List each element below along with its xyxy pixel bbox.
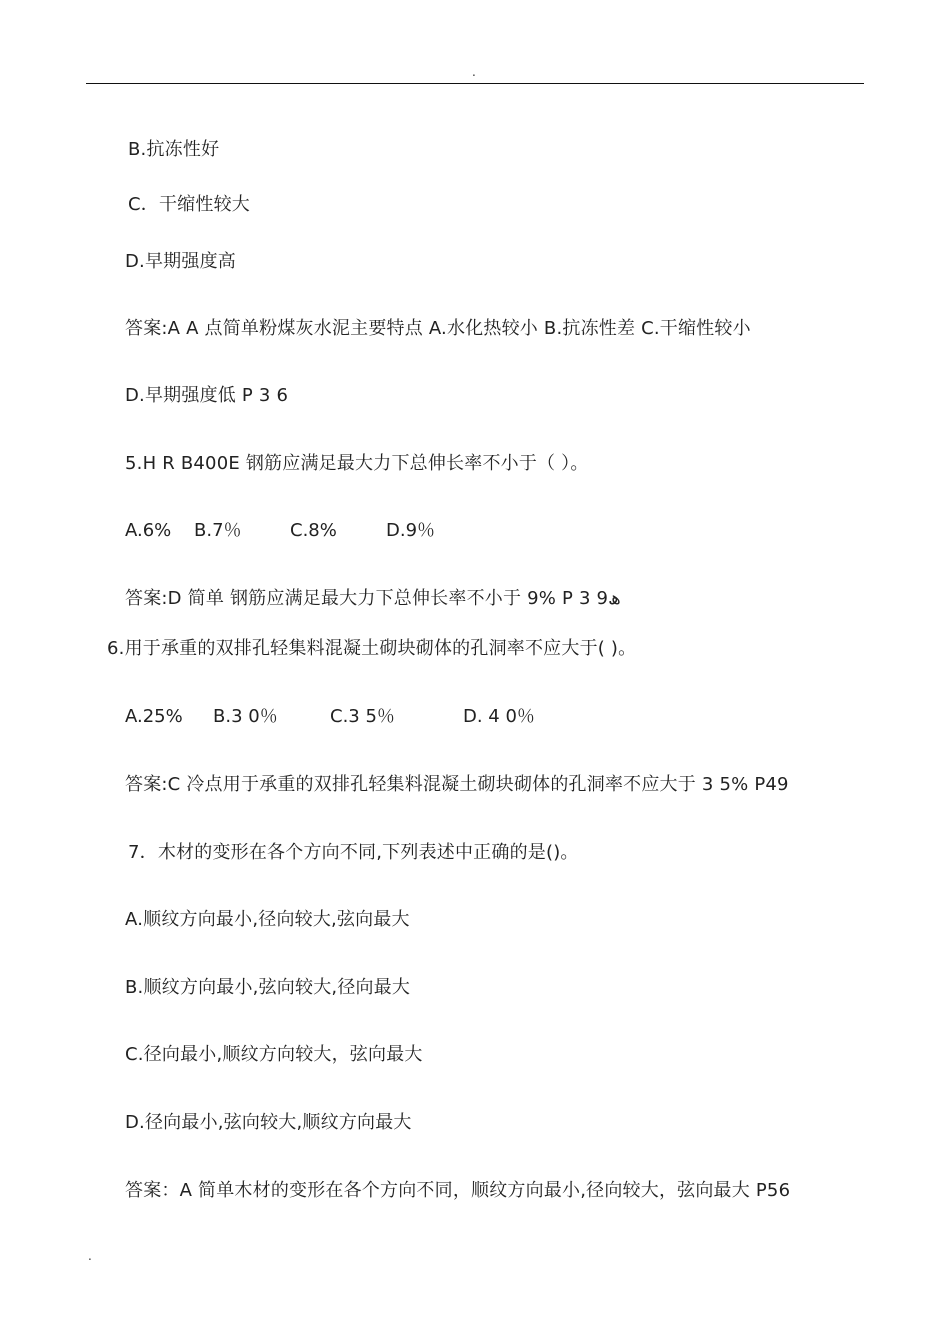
question-6: 6.用于承重的双排孔轻集料混凝土砌块砌体的孔洞率不应大于( )。 (107, 638, 637, 659)
q5-option-d: D.9％ (386, 520, 436, 541)
header-mark: . (472, 65, 476, 79)
option-a-q7: A.顺纹方向最小,径向较大,弦向最大 (125, 909, 410, 930)
option-c-q7: C.径向最小,顺纹方向较大，弦向最大 (125, 1044, 423, 1065)
answer-q5: 答案:D 简单 钢筋应满足最大力下总伸长率不小于 9% P 3 9ھ (125, 588, 621, 609)
answer-q4-continued: D.早期强度低 P 3 6 (125, 385, 289, 406)
option-b-q7: B.顺纹方向最小,弦向较大,径向最大 (125, 977, 411, 998)
q6-option-b: B.3 0％ (213, 706, 278, 727)
q6-option-a: A.25% (125, 706, 183, 727)
q5-option-c: C.8% (290, 520, 337, 541)
footer-mark: . (88, 1249, 92, 1263)
question-7: 7．木材的变形在各个方向不同,下列表述中正确的是()。 (128, 842, 579, 863)
answer-q7: 答案：A 简单木材的变形在各个方向不同，顺纹方向最小,径向较大，弦向最大 P56 (125, 1180, 791, 1201)
answer-q6: 答案:C 冷点用于承重的双排孔轻集料混凝土砌块砌体的孔洞率不应大于 3 5% P49 (125, 774, 789, 795)
q6-option-d: D. 4 0％ (463, 706, 535, 727)
option-b-q4: B.抗冻性好 (128, 139, 220, 160)
answer-q4: 答案:A A 点简单粉煤灰水泥主要特点 A.水化热较小 B.抗冻性差 C.干缩性较小 (125, 318, 751, 339)
option-c-q4: C．干缩性较大 (128, 194, 250, 215)
question-5: 5.H R B400E 钢筋应满足最大力下总伸长率不小于（ ）。 (125, 453, 589, 474)
option-d-q4: D.早期强度高 (125, 251, 236, 272)
option-d-q7: D.径向最小,弦向较大,顺纹方向最大 (125, 1112, 412, 1133)
q6-option-c: C.3 5％ (330, 706, 395, 727)
q5-option-b: B.7％ (194, 520, 242, 541)
header-rule (86, 83, 864, 84)
q5-option-a: A.6% (125, 520, 172, 541)
